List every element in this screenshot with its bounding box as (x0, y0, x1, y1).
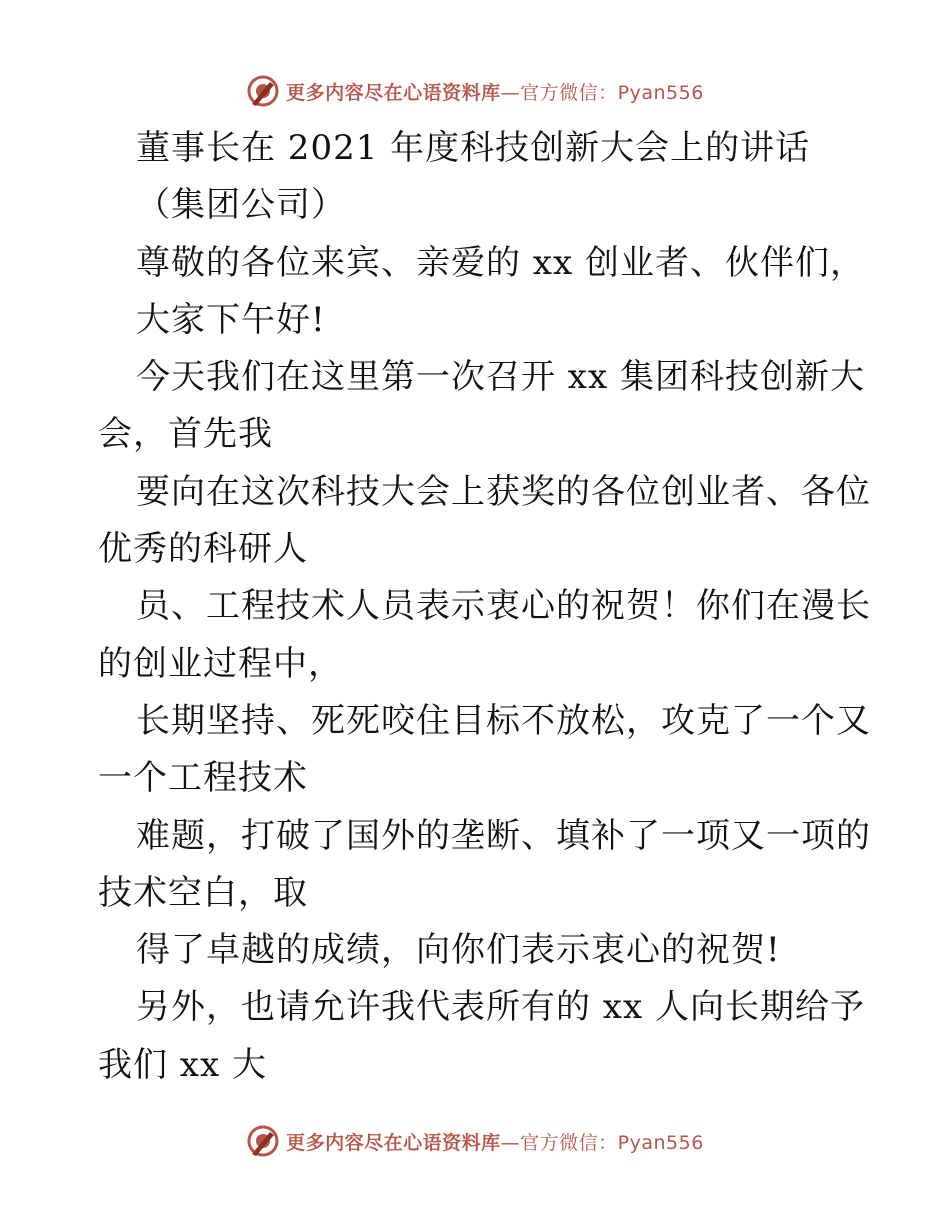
paragraph-line: 优秀的科研人 (98, 529, 308, 570)
footer-watermark-text (286, 1128, 704, 1155)
footer-brand: 更多内容尽在心语资料库 (286, 1131, 501, 1154)
paragraph-line: 另外，也请允许我代表所有的 xx 人向长期给予 (136, 987, 865, 1028)
document-title: 董事长在 2021 年度科技创新大会上的讲话 (136, 128, 811, 168)
header-watermark-text (286, 78, 704, 105)
pen-logo-icon (246, 74, 280, 108)
paragraph-line: 今天我们在这里第一次召开 xx 集团科技创新大 (136, 357, 865, 398)
footer-watermark (0, 1121, 950, 1161)
paragraph-line: 要向在这次科技大会上获奖的各位创业者、各位 (136, 471, 871, 512)
paragraph-line: 员、工程技术人员表示衷心的祝贺！你们在漫长 (136, 586, 871, 627)
paragraph-line: 我们 xx 大 (98, 1044, 267, 1085)
greeting-line: 大家下午好! (136, 299, 326, 340)
paragraph-line: 的创业过程中， (98, 643, 343, 684)
header-contact: —官方微信：Pyan556 (500, 81, 704, 104)
salutation-line: 尊敬的各位来宾、亲爱的 xx 创业者、伙伴们， (136, 242, 865, 283)
document-body (98, 120, 871, 1094)
header-brand: 更多内容尽在心语资料库 (286, 81, 501, 104)
paragraph-line: 会，首先我 (98, 414, 273, 455)
document-subtitle: （集团公司） (136, 185, 346, 226)
paragraph-line: 长期坚持、死死咬住目标不放松，攻克了一个又 (136, 700, 871, 741)
footer-contact: —官方微信：Pyan556 (500, 1131, 704, 1154)
paragraph-line: 技术空白，取 (98, 872, 308, 913)
header-watermark (0, 71, 950, 111)
paragraph-line: 得了卓越的成绩，向你们表示衷心的祝贺! (136, 930, 781, 971)
pen-logo-icon (246, 1124, 280, 1158)
paragraph-line: 难题，打破了国外的垄断、填补了一项又一项的 (136, 815, 871, 856)
paragraph-line: 一个工程技术 (98, 758, 308, 799)
